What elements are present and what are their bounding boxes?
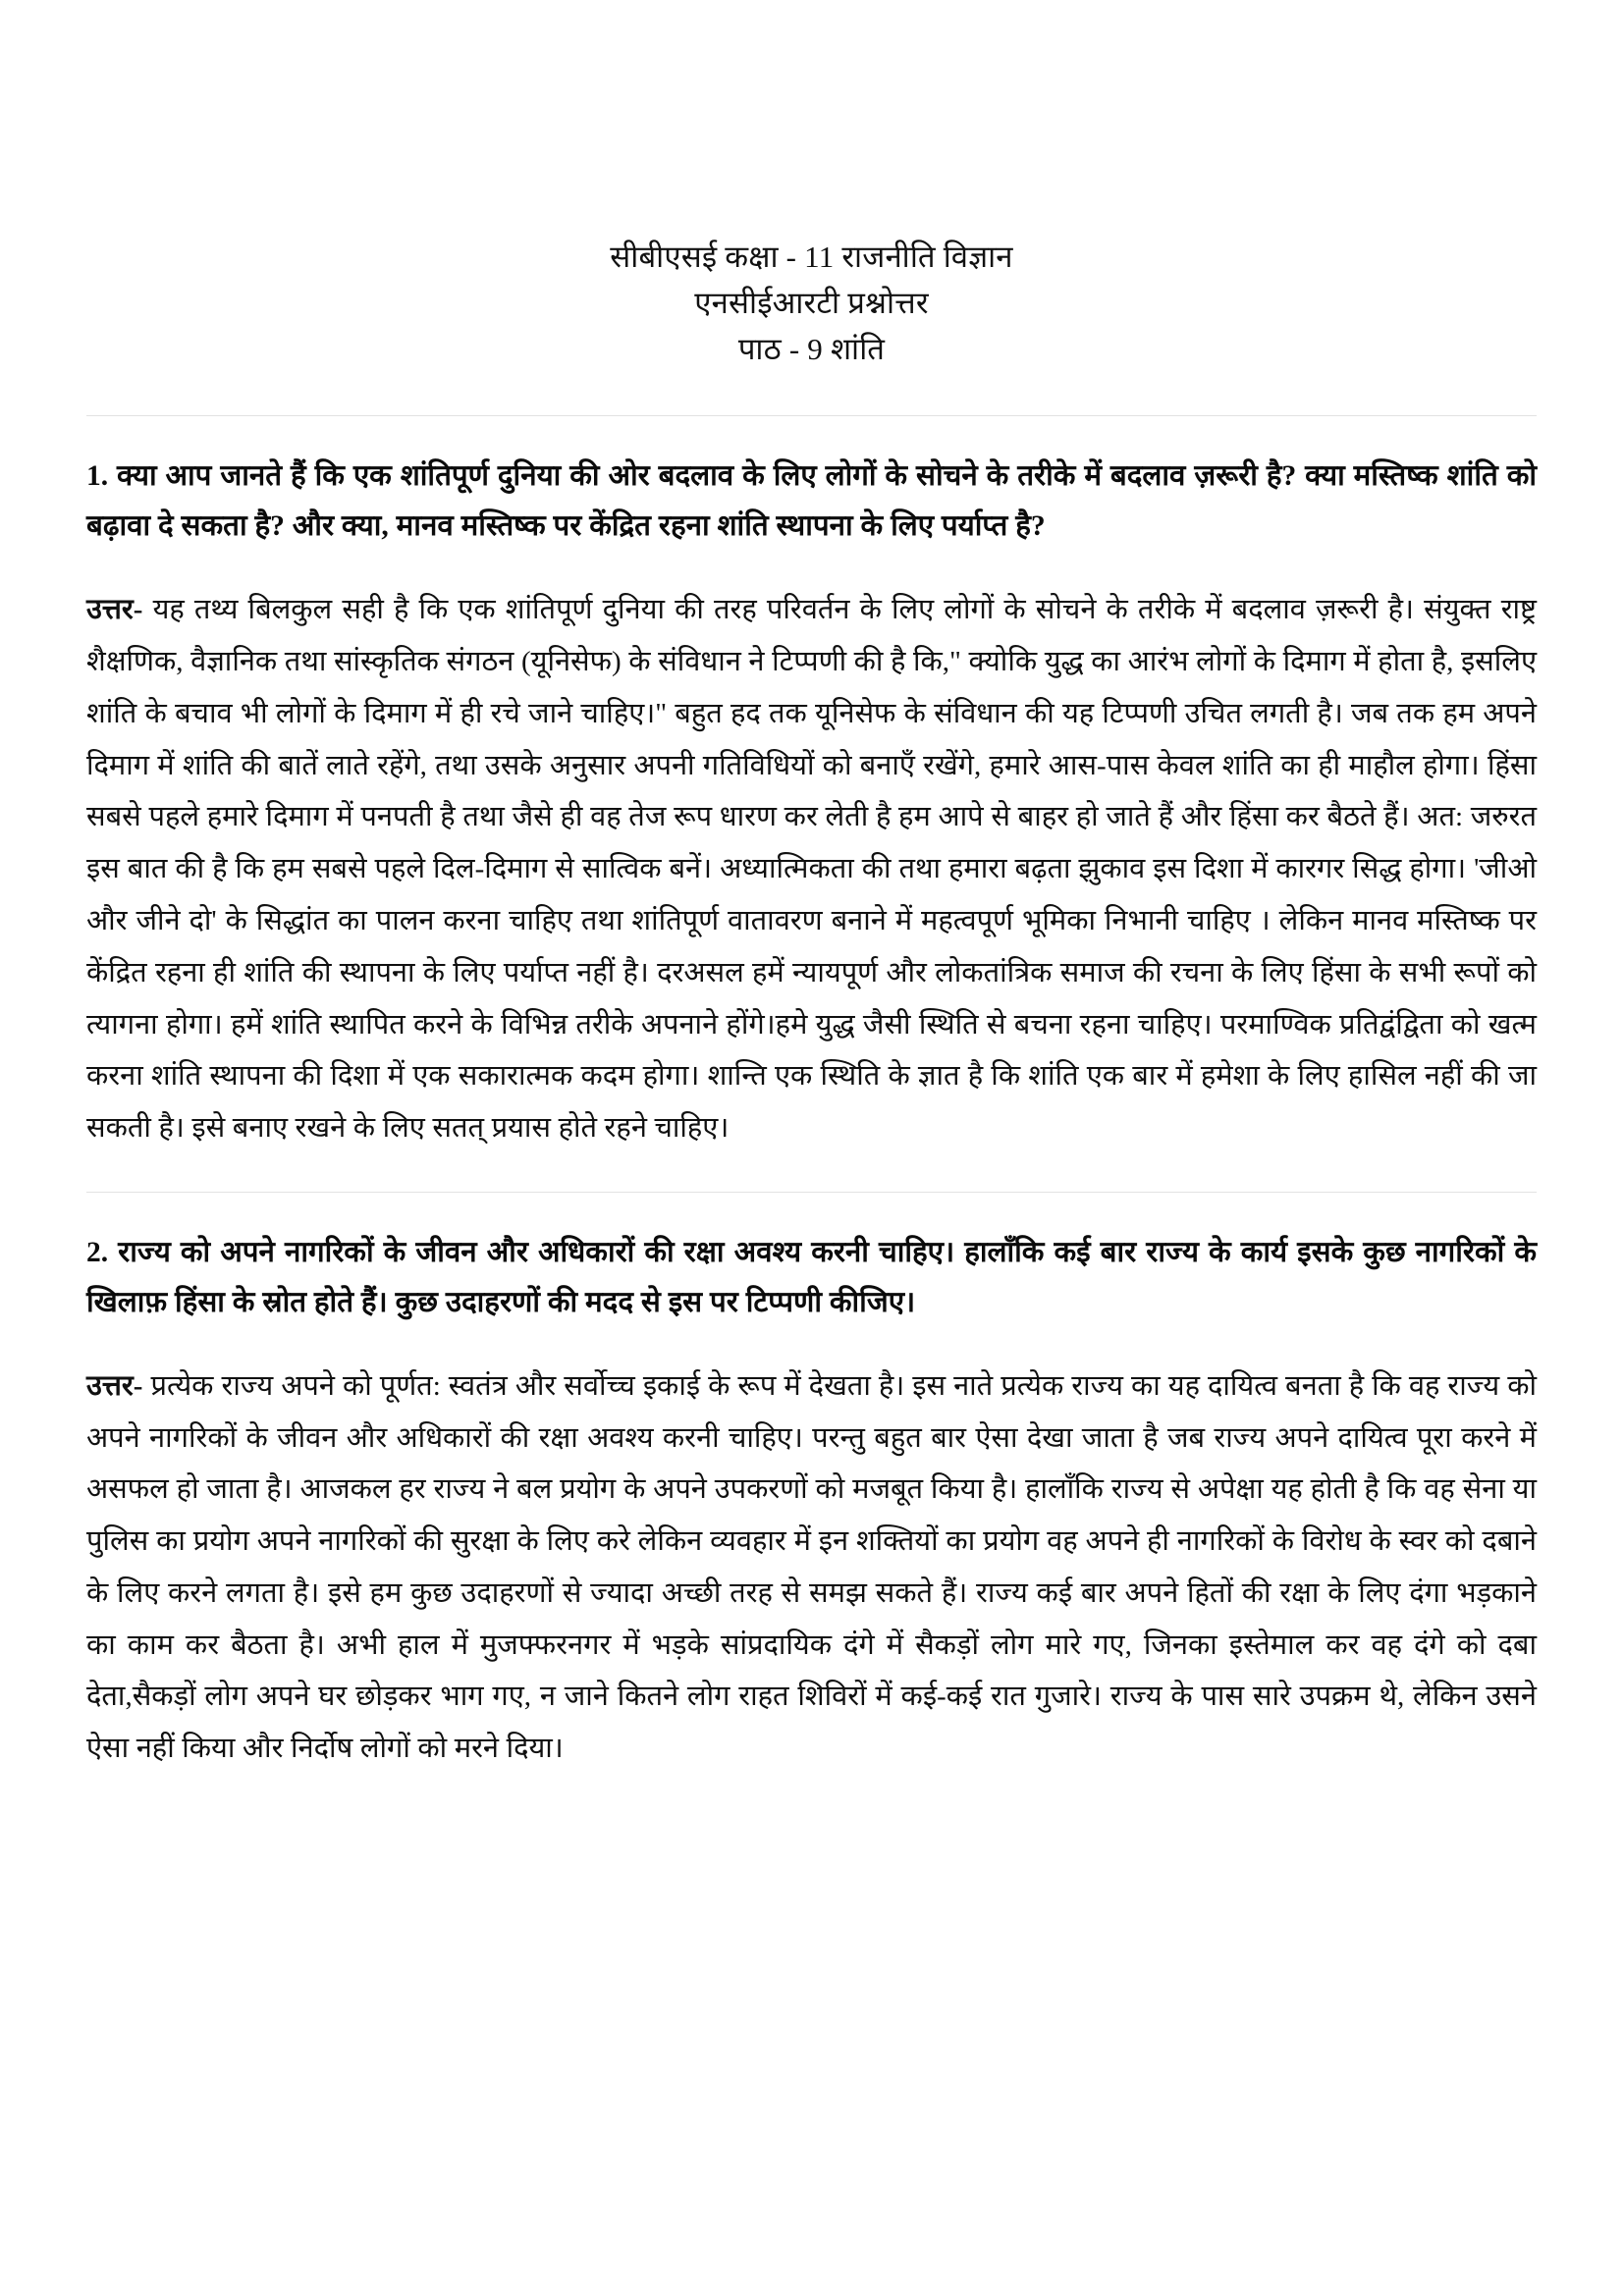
answer-text-1	[86, 584, 1537, 1153]
answer-label-2: उत्तर-	[86, 1369, 143, 1402]
question-text-1: 1. क्या आप जानते हैं कि एक शांतिपूर्ण दुनिया की ओर बदलाव के लिए लोगों के सोचने के तरीके में बदलाव ज़रूरी है? क्या मस्तिष्क शांति को बढ़ावा दे सकता है? और क्या, मानव मस्तिष्क पर केंद्रित रहना शांति स्थापना के लिए पर्याप्त है?	[86, 460, 1537, 543]
section-divider	[86, 1192, 1537, 1193]
document-content	[86, 0, 1537, 1921]
question-text-2: 2. राज्य को अपने नागरिकों के जीवन और अधिकारों की रक्षा अवश्य करनी चाहिए। हालाँकि कई बार राज्य के कार्य इसके कुछ नागरिकों के खिलाफ़ हिंसा के स्रोत होते हैं। कुछ उदाहरणों की मदद से इस पर टिप्पणी कीजिए।	[86, 1236, 1537, 1318]
header-divider	[86, 415, 1537, 416]
qa-item-2	[86, 1228, 1537, 1775]
document-header	[86, 0, 1537, 372]
answer-text-2	[86, 1361, 1537, 1775]
answer-body-2: प्रत्येक राज्य अपने को पूर्णत: स्वतंत्र और सर्वोच्च इकाई के रूप में देखता है। इस नाते प्रत्येक राज्य का यह दायित्व बनता है कि वह राज्य को अपने नागरिकों के जीवन और अधिकारों की रक्षा अवश्य करनी चाहिए। परन्तु बहुत बार ऐसा देखा जाता है जब राज्य अपने दायित्व पूरा करने में असफल हो जाता है। आजकल हर राज्य ने बल प्रयोग के अपने उपकरणों को मजबूत किया है। हालाँकि राज्य से अपेक्षा यह होती है कि वह सेना या पुलिस का प्रयोग अपने नागरिकों की सुरक्षा के लिए करे लेकिन व्यवहार में इन शक्तियों का प्रयोग वह अपने ही नागरिकों के विरोध के स्वर को दबाने के लिए करने लगता है। इसे हम कुछ उदाहरणों से ज्यादा अच्छी तरह से समझ सकते हैं। राज्य कई बार अपने हितों की रक्षा के लिए दंगा भड़काने का काम कर बैठता है। अभी हाल में मुजफ्फरनगर में भड़के सांप्रदायिक दंगे में सैकड़ों लोग मारे गए, जिनका इस्तेमाल कर वह दंगे को दबा देता,सैकड़ों लोग अपने घर छोड़कर भाग गए, न जाने कितने लोग राहत शिविरों में कई-कई रात गुजारे। राज्य के पास सारे उपक्रम थे, लेकिन उसने ऐसा नहीं किया और निर्दोष लोगों को मरने दिया।	[86, 1369, 1537, 1765]
header-line-chapter: पाठ - 9 शांति	[737, 332, 886, 367]
header-line-source: एनसीईआरटी प्रश्नोत्तर	[694, 286, 929, 321]
page-bottom-spacer	[86, 1803, 1537, 1921]
header-line-subject: सीबीएसई कक्षा - 11 राजनीति विज्ञान	[610, 240, 1013, 274]
qa-item-1	[86, 452, 1537, 1153]
answer-label-1: उत्तर-	[86, 594, 143, 626]
answer-body-1: यह तथ्य बिलकुल सही है कि एक शांतिपूर्ण दुनिया की तरह परिवर्तन के लिए लोगों के सोचने के तरीके में बदलाव ज़रूरी है। संयुक्त राष्ट्र शैक्षणिक, वैज्ञानिक तथा सांस्कृतिक संगठन (यूनिसेफ) के संविधान ने टिप्पणी की है कि," क्योकि युद्ध का आरंभ लोगों के दिमाग में होता है, इसलिए शांति के बचाव भी लोगों के दिमाग में ही रचे जाने चाहिए।" बहुत हद तक यूनिसेफ के संविधान की यह टिप्पणी उचित लगती है। जब तक हम अपने दिमाग में शांति की बातें लाते रहेंगे, तथा उसके अनुसार अपनी गतिविधियों को बनाएँ रखेंगे, हमारे आस-पास केवल शांति का ही माहौल होगा। हिंसा सबसे पहले हमारे दिमाग में पनपती है तथा जैसे ही वह तेज रूप धारण कर लेती है हम आपे से बाहर हो जाते हैं और हिंसा कर बैठते हैं। अत: जरुरत इस बात की है कि हम सबसे पहले दिल-दिमाग से सात्विक बनें। अध्यात्मिकता की तथा हमारा बढ़ता झुकाव इस दिशा में कारगर सिद्ध होगा। 'जीओ और जीने दो' के सिद्धांत का पालन करना चाहिए तथा शांतिपूर्ण वातावरण बनाने में महत्वपूर्ण भूमिका निभानी चाहिए । लेकिन मानव मस्तिष्क पर केंद्रित रहना ही शांति की स्थापना के लिए पर्याप्त नहीं है। दरअसल हमें न्यायपूर्ण और लोकतांत्रिक समाज की रचना के लिए हिंसा के सभी रूपों को त्यागना होगा। हमें शांति स्थापित करने के विभिन्न तरीके अपनाने होंगे।हमे युद्ध जैसी स्थिति से बचना रहना चाहिए। परमाण्विक प्रतिद्वंद्विता को खत्म करना शांति स्थापना की दिशा में एक सकारात्मक कदम होगा। शान्ति एक स्थिति के ज्ञात है कि शांति एक बार में हमेशा के लिए हासिल नहीं की जा सकती है। इसे बनाए रखने के लिए सतत् प्रयास होते रहने चाहिए।	[86, 594, 1537, 1145]
